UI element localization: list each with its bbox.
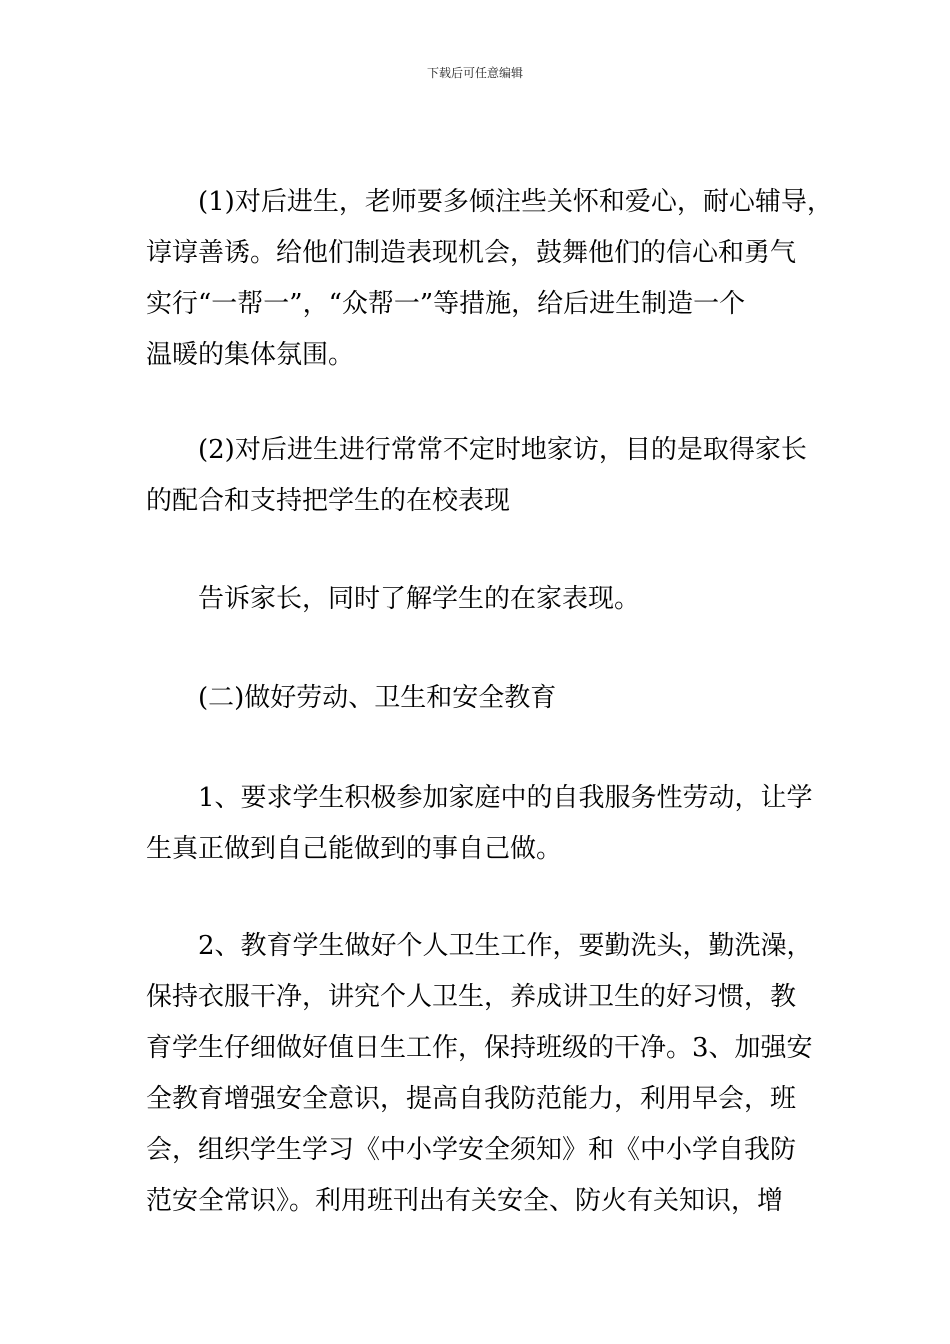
paragraph-line: 告诉家长，同时了解学生的在家表现。 xyxy=(198,584,641,614)
section-heading xyxy=(146,673,812,724)
page-header: 下载后可任意编辑 xyxy=(426,66,523,80)
paragraph-3 xyxy=(146,574,812,625)
paragraph-line: 1、要求学生积极参加家庭中的自我服务性劳动，让学 xyxy=(198,783,813,813)
paragraph-5 xyxy=(146,921,812,1227)
paragraph-line: (2)对后进生进行常常不定时地家访，目的是取得家长 xyxy=(198,435,807,465)
paragraph-line: 的配合和支持把学生的在校表现 xyxy=(146,486,511,516)
paragraph-line: 实行“一帮一”，“众帮一”等措施，给后进生制造一个 xyxy=(146,289,746,319)
section-heading-text: (二)做好劳动、卫生和安全教育 xyxy=(198,683,557,713)
paragraph-4 xyxy=(146,773,812,875)
paragraph-line: 育学生仔细做好值日生工作，保持班级的干净。3、加强安 xyxy=(146,1033,813,1063)
paragraph-line: (1)对后进生，老师要多倾注些关怀和爱心，耐心辅导， xyxy=(198,187,833,217)
paragraph-line: 保持衣服干净，讲究个人卫生，养成讲卫生的好习惯，教 xyxy=(146,982,797,1012)
paragraph-1 xyxy=(146,177,833,381)
paragraph-line: 谆谆善诱。给他们制造表现机会，鼓舞他们的信心和勇气 xyxy=(146,238,797,268)
paragraph-line: 全教育增强安全意识，提高自我防范能力，利用早会，班 xyxy=(146,1084,797,1114)
paragraph-line: 范安全常识》。利用班刊出有关安全、防火有关知识，增 xyxy=(146,1186,784,1216)
paragraph-2 xyxy=(146,425,812,527)
paragraph-line: 生真正做到自己能做到的事自己做。 xyxy=(146,834,563,864)
paragraph-line: 温暖的集体氛围。 xyxy=(146,340,355,370)
paragraph-line: 会，组织学生学习《中小学安全须知》和《中小学自我防 xyxy=(146,1135,797,1165)
paragraph-line: 2、教育学生做好个人卫生工作，要勤洗头，勤洗澡， xyxy=(198,931,813,961)
